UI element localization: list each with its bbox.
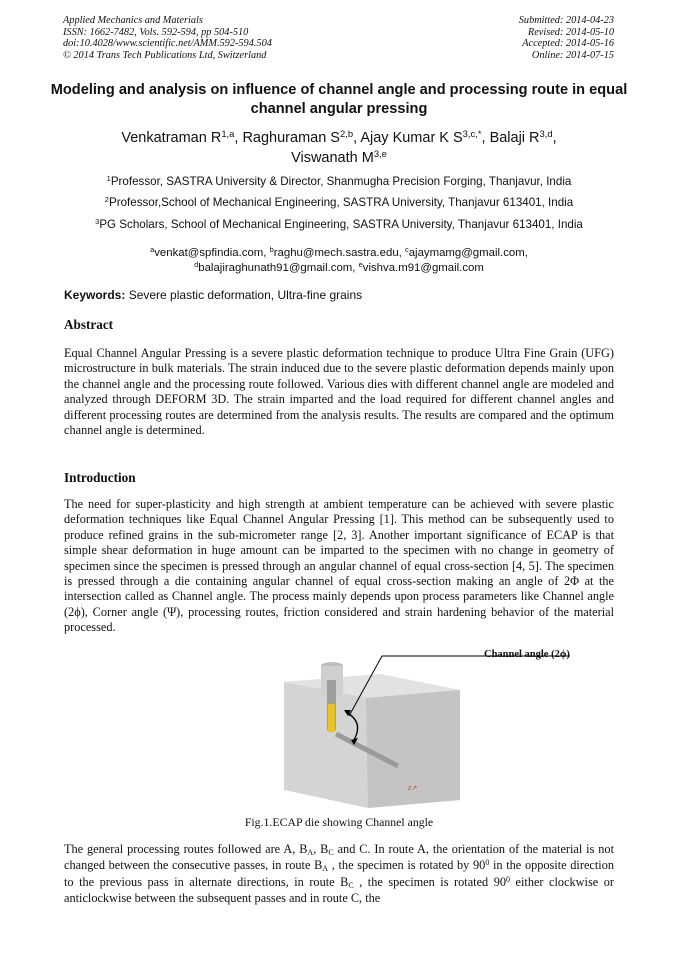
author-sup: 2,b [339, 128, 354, 140]
subscript: A [322, 864, 329, 874]
date-revised: Revised: 2014-05-10 [527, 26, 614, 38]
text-run: , the specimen is rotated 90 [353, 874, 506, 889]
specimen [328, 704, 335, 732]
author-name: Ajay Kumar K S [360, 130, 463, 146]
affiliation-sup: 1 [106, 174, 111, 184]
author-name: Balaji R [489, 130, 540, 146]
keywords-label: Keywords: [64, 288, 126, 302]
text-run: either clockwise or anticlockwise between the subsequent passes and in route C, the [64, 874, 614, 906]
introduction-heading: Introduction [64, 470, 136, 485]
journal-doi: doi:10.4028/www.scientific.net/AMM.592-594.504 [63, 38, 272, 50]
affiliation-1 [30, 175, 648, 190]
author-name: Viswanath M [291, 149, 374, 166]
superscript: 0 [506, 874, 510, 884]
ecap-die-figure [270, 650, 630, 810]
text-run: in the opposite direction to the previous pass in alternate directions, in route B [64, 858, 614, 889]
submission-dates [519, 15, 614, 61]
text-run: and C. In route A, the orientation of the material is not changed between the consecutive passes, in route B [64, 842, 614, 873]
axis-marker-icon: z↗ [408, 785, 418, 792]
author-name: Venkatraman R [121, 130, 222, 146]
abstract-text: Equal Channel Angular Pressing is a severe plastic deformation technique to produce Ultra Fine Grain (UFG) microstructure in bulk materials. The strain induced due to the severe plastic deformation depends mainly upon the channel angle and the processing route followed. Various dies with different channel angle are modeled and analyzed through DEFORM 3D. The strain imparted and the load required for different channel angles and different processing routes are determined from the analysis results. The results are compared and the optimum channel angle is determined. [64, 346, 614, 438]
subscript: C [348, 880, 354, 890]
author-sup: 3,d [539, 128, 553, 140]
email-list: $^a$venkat@spfindia.com, $^b$raghu@mech.sastra.edu, $^c$ajaymamg@gmail.com, $^d$balajiraghunath91@gmail.com, $^e$vishva.m91@gmail.com [150, 245, 528, 274]
superscript: 0 [485, 858, 490, 868]
journal-issn: ISSN: 1662-7482, Vols. 592-594, pp 504-510 [63, 26, 249, 38]
author-list: Venkatraman R$^{1,a}$, Raghuraman S$^{2,b}$, Ajay Kumar K $S^{3,c,*}$, Balaji R$^{3,d}$, Viswanath M$^{3,e}$ [121, 128, 557, 166]
author-name: Raghuraman S [242, 130, 340, 146]
affiliation-text: PG Scholars, School of Mechanical Engineering, SASTRA University, Thanjavur 613401, India [99, 218, 583, 231]
email-link[interactable]: raghu@mech.sastra.edu, [273, 247, 402, 259]
subscript: C [328, 847, 334, 857]
email-link[interactable]: ajaymamg@gmail.com, [408, 247, 528, 259]
text-run: , the specimen is rotated by 90 [328, 858, 486, 873]
routes-paragraph [64, 842, 614, 907]
email-link[interactable]: vishva.m91@gmail.com [362, 262, 484, 274]
date-accepted: Accepted: 2014-05-16 [522, 38, 614, 50]
subscript: A [307, 847, 314, 857]
journal-name: Applied Mechanics and Materials [63, 15, 203, 26]
journal-copyright: © 2014 Trans Tech Publications Ltd, Switzerland [63, 49, 267, 61]
affiliation-3 [30, 218, 648, 233]
author-sup: 1,a [221, 128, 235, 140]
paper-title: Modeling and analysis on influence of channel angle and processing route in equal channel angular pressing [50, 82, 628, 117]
affiliation-sup: 3 [95, 217, 100, 227]
text-run: , B [313, 842, 329, 856]
author-sup: 3,e [373, 147, 387, 159]
journal-info [63, 15, 272, 61]
author-sup: 3,c,* [462, 128, 482, 140]
affiliation-text: Professor,School of Mechanical Engineering, SASTRA University, Thanjavur 613401, India [108, 196, 574, 209]
affiliation-text: Professor, SASTRA University & Director, Shanmugha Precision Forging, Thanjavur, India [110, 175, 572, 188]
figure-label: Channel angle (2ϕ) [484, 649, 570, 660]
text-run: The general processing routes followed are A, B [64, 842, 308, 856]
affiliation-2 [30, 196, 648, 211]
date-submitted: Submitted: 2014-04-23 [518, 15, 614, 26]
date-online: Online: 2014-07-15 [531, 49, 614, 61]
email-link[interactable]: venkat@spfindia.com, [154, 247, 267, 259]
keywords-text: Severe plastic deformation, Ultra-fine grains [128, 288, 363, 302]
email-link[interactable]: balajiraghunath91@gmail.com, [198, 262, 356, 274]
abstract-heading: Abstract [64, 317, 114, 332]
figure-caption: Fig.1.ECAP die showing Channel angle [244, 815, 434, 829]
keywords [64, 288, 362, 302]
affiliation-sup: 2 [104, 195, 109, 205]
introduction-text: The need for super-plasticity and high strength at ambient temperature can be achieved with severe plastic deformation techniques like Equal Channel Angular Pressing [1]. This method can be subsequently used to produce refined grains in the sub-micrometer range [2, 3]. Another important significance of ECAP is that simple shear deformation in huge amount can be imparted to the specimen with no change in geometry of specimen since the specimen is pressed through an angular channel of equal cross-section [4, 5]. The specimen is pressed through a die containing angular channel of equal cross-section making an angle of 2Φ at the intersection called as Channel angle. The process mainly depends upon process parameters like Channel angle (2ϕ), Corner angle (Ψ), processing routes, friction considered and strain hardening behavior of the material processed. [64, 497, 614, 635]
